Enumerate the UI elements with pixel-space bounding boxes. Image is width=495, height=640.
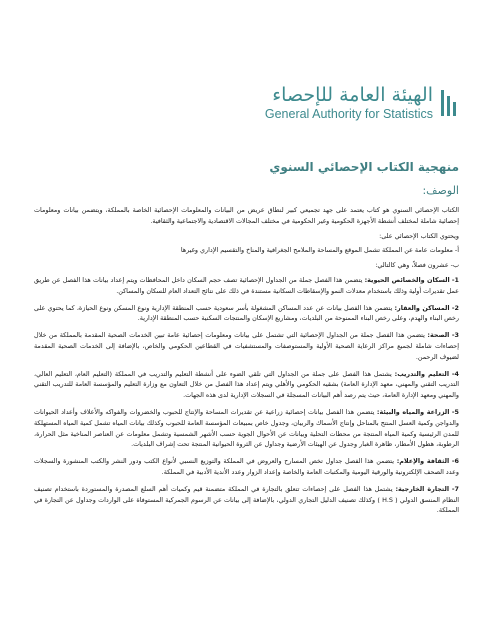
intro-paragraph: الكتاب الإحصائي السنوي هو كتاب يعتمد على جهد تجميعي كبير لنطاق عريض من البيانات والمعلومات الإحصائية الخاصة بالمملكة، ويتضمن بيانات ومعلومات إحصائية شاملة لمختلف أنشطة الأجهزة الحكومية وغير الحكومية في مختلف المجالات الاقتصادية والاجتماعية والثقافية. <box>34 206 459 225</box>
logo-english-name: General Authority for Statistics <box>264 107 433 121</box>
chapter-number: 6- <box>451 457 459 466</box>
chapter-item <box>34 484 459 516</box>
chapter-item <box>34 369 459 401</box>
chapter-label: الصحة: <box>427 331 450 340</box>
chapter-label: الزراعة والمياه والبيئة: <box>376 407 450 416</box>
chapter-text: يتضمن هذا الفصل جملة من الجداول الإحصائية تصف حجم السكان داخل المحافظات ويتم إعداد بيانات هذا الفصل عن طريق عمل تقديرات أولية وذلك باستخدام معدلات النمو والإسقاطات السكانية مستندة في ذلك على نتائج التعداد العام للسكان والمساكن. <box>34 275 459 295</box>
chapter-number: 1- <box>451 275 459 284</box>
chapter-label: التعليم والتدريب: <box>394 369 450 378</box>
intro-paragraph: ب- عشرون فصلاً، وهي كالتالي: <box>375 261 459 270</box>
logo-arabic-name: الهيئة العامة للإحصاء <box>272 84 433 106</box>
chapter-item <box>34 303 459 325</box>
chapter-number: 3- <box>451 331 459 340</box>
chapter-item <box>34 456 459 478</box>
chapter-number: 5- <box>451 407 459 416</box>
chapter-number: 7- <box>451 484 459 493</box>
chapter-text: يشتمل هذا الفصل على إحصاءات تتعلق بالتجارة في المملكة متضمنة قيم وكميات أهم السلع المصدرة والمستوردة باستخدام تصنيف النظام المنسق الدولي ( H.S ) وكذلك تصنيف الدليل التجاري الدولي، بالإضافة إلى بيانات عن الرسوم الجمركية المستوفاة على الواردات وجداول عن التجارة في المملكة. <box>34 484 459 515</box>
chapter-label: التجارة الخارجية: <box>395 484 450 493</box>
chapter-text: يتضمن هذا الفصل جداول تخص المسارح والعروض في المملكة والتوزيع النسبي لأنواع الكتب ودور النشر والكتب المنشورة والسجلات وعدد الصحف الإلكترونية والورقية اليومية والمكتبات العامة والخاصة وإعداد الزوار وعدد الأندية الأدبية في المملكة. <box>34 457 459 476</box>
chapter-text: يتضمن هذا الفصل بيانات إحصائية زراعية عن تقديرات المساحة والإنتاج للحبوب والخضروات والفواكه والأعلاف وأعداد الحيوانات والدواجن وكمية العسل المنتج بالمناحل وإنتاج الأسماك والربيان، وجدول خاص بمبيعات المؤسسة العامة للحبوب وكذلك بيانات المياه تشمل كمية المياه المستهلكة للمدن الرئيسية وكمية المياه المنتجة من محطات التحلية وبيانات عن الأحوال الجوية حسب الأشهر الشمسية وتشمل معلومات عن العناصر المناخية مثل الحرارة، الرطوبة، هطول الأمطار، ظاهرة الغبار وجدول عن الهيئات الأرضية وجداول عن الثروة الحيوانية المنتجة تحت إشراف البلديات. <box>34 407 459 449</box>
chapter-text: يتضمن هذا الفصل جملة من الجداول الإحصائية التي تشتمل على بيانات ومعلومات إحصائية عامة تبين الخدمات الصحية المقدمة بالمملكة من خلال إحصاءات شاملة لجميع مراكز الرعاية الصحية الأولية والمستوصفات والمستشفيات في القطاعين الحكومي والخاص، بالإضافة إلى الخدمات الصحية المقدمة لضيوف الرحمن. <box>34 331 459 361</box>
chapter-item <box>34 407 459 450</box>
intro-paragraph: أ- معلومات عامة عن المملكة تشمل الموقع والمساحة والملامح الجغرافية والمناخ والتقسيم الإداري وغيرها <box>180 246 459 255</box>
chapter-label: الثقافة والإعلام: <box>396 457 450 466</box>
bar-chart-logo-icon <box>439 86 459 122</box>
chapter-number: 2- <box>451 303 459 312</box>
section-heading: الوصف: <box>422 184 459 197</box>
gastat-logo <box>264 84 459 126</box>
chapter-item <box>34 275 459 297</box>
chapter-number: 4- <box>451 369 459 378</box>
page-title: منهجية الكتاب الإحصائي السنوي <box>269 160 459 174</box>
chapter-label: المساكن والعقار: <box>394 303 450 312</box>
document-body <box>34 205 459 522</box>
chapter-text: يتضمن هذا الفصل بيانات عن عدد المساكن المشغولة بأسر سعودية حسب المنطقة الإدارية ونوع المسكن ونوع الحيازة، كما يحتوي على رخص البناء والهدم، وعلى رخص البناء الممنوحة من البلديات، ومشاريع الإسكان والمنتجات السكنية حسب المنطقة الإدارية. <box>34 303 459 323</box>
chapter-item <box>34 330 459 362</box>
chapter-label: السكان والخصائص الحيوية: <box>364 275 450 284</box>
chapter-text: يشتمل هذا الفصل على جملة من الجداول التي تلقي الضوء على أنشطة التعليم والتدريب في المملكة (التعليم العام، التعليم العالي، التدريب التقني والمهني، معهد الإدارة العامة) بشقيه الحكومي والأهلي ويتم إعداد هذا الفصل من خلال التعاون مع وزارة التعليم والمؤسسة العامة للتدريب التقني والمهني ومعهد الإدارة العامة، حيث يتم رصد أهم البيانات المسجلة في السجلات الإدارية لدى هذه الجهات. <box>34 369 459 400</box>
intro-paragraph: ويحتوي الكتاب الإحصائي على: <box>379 231 459 240</box>
